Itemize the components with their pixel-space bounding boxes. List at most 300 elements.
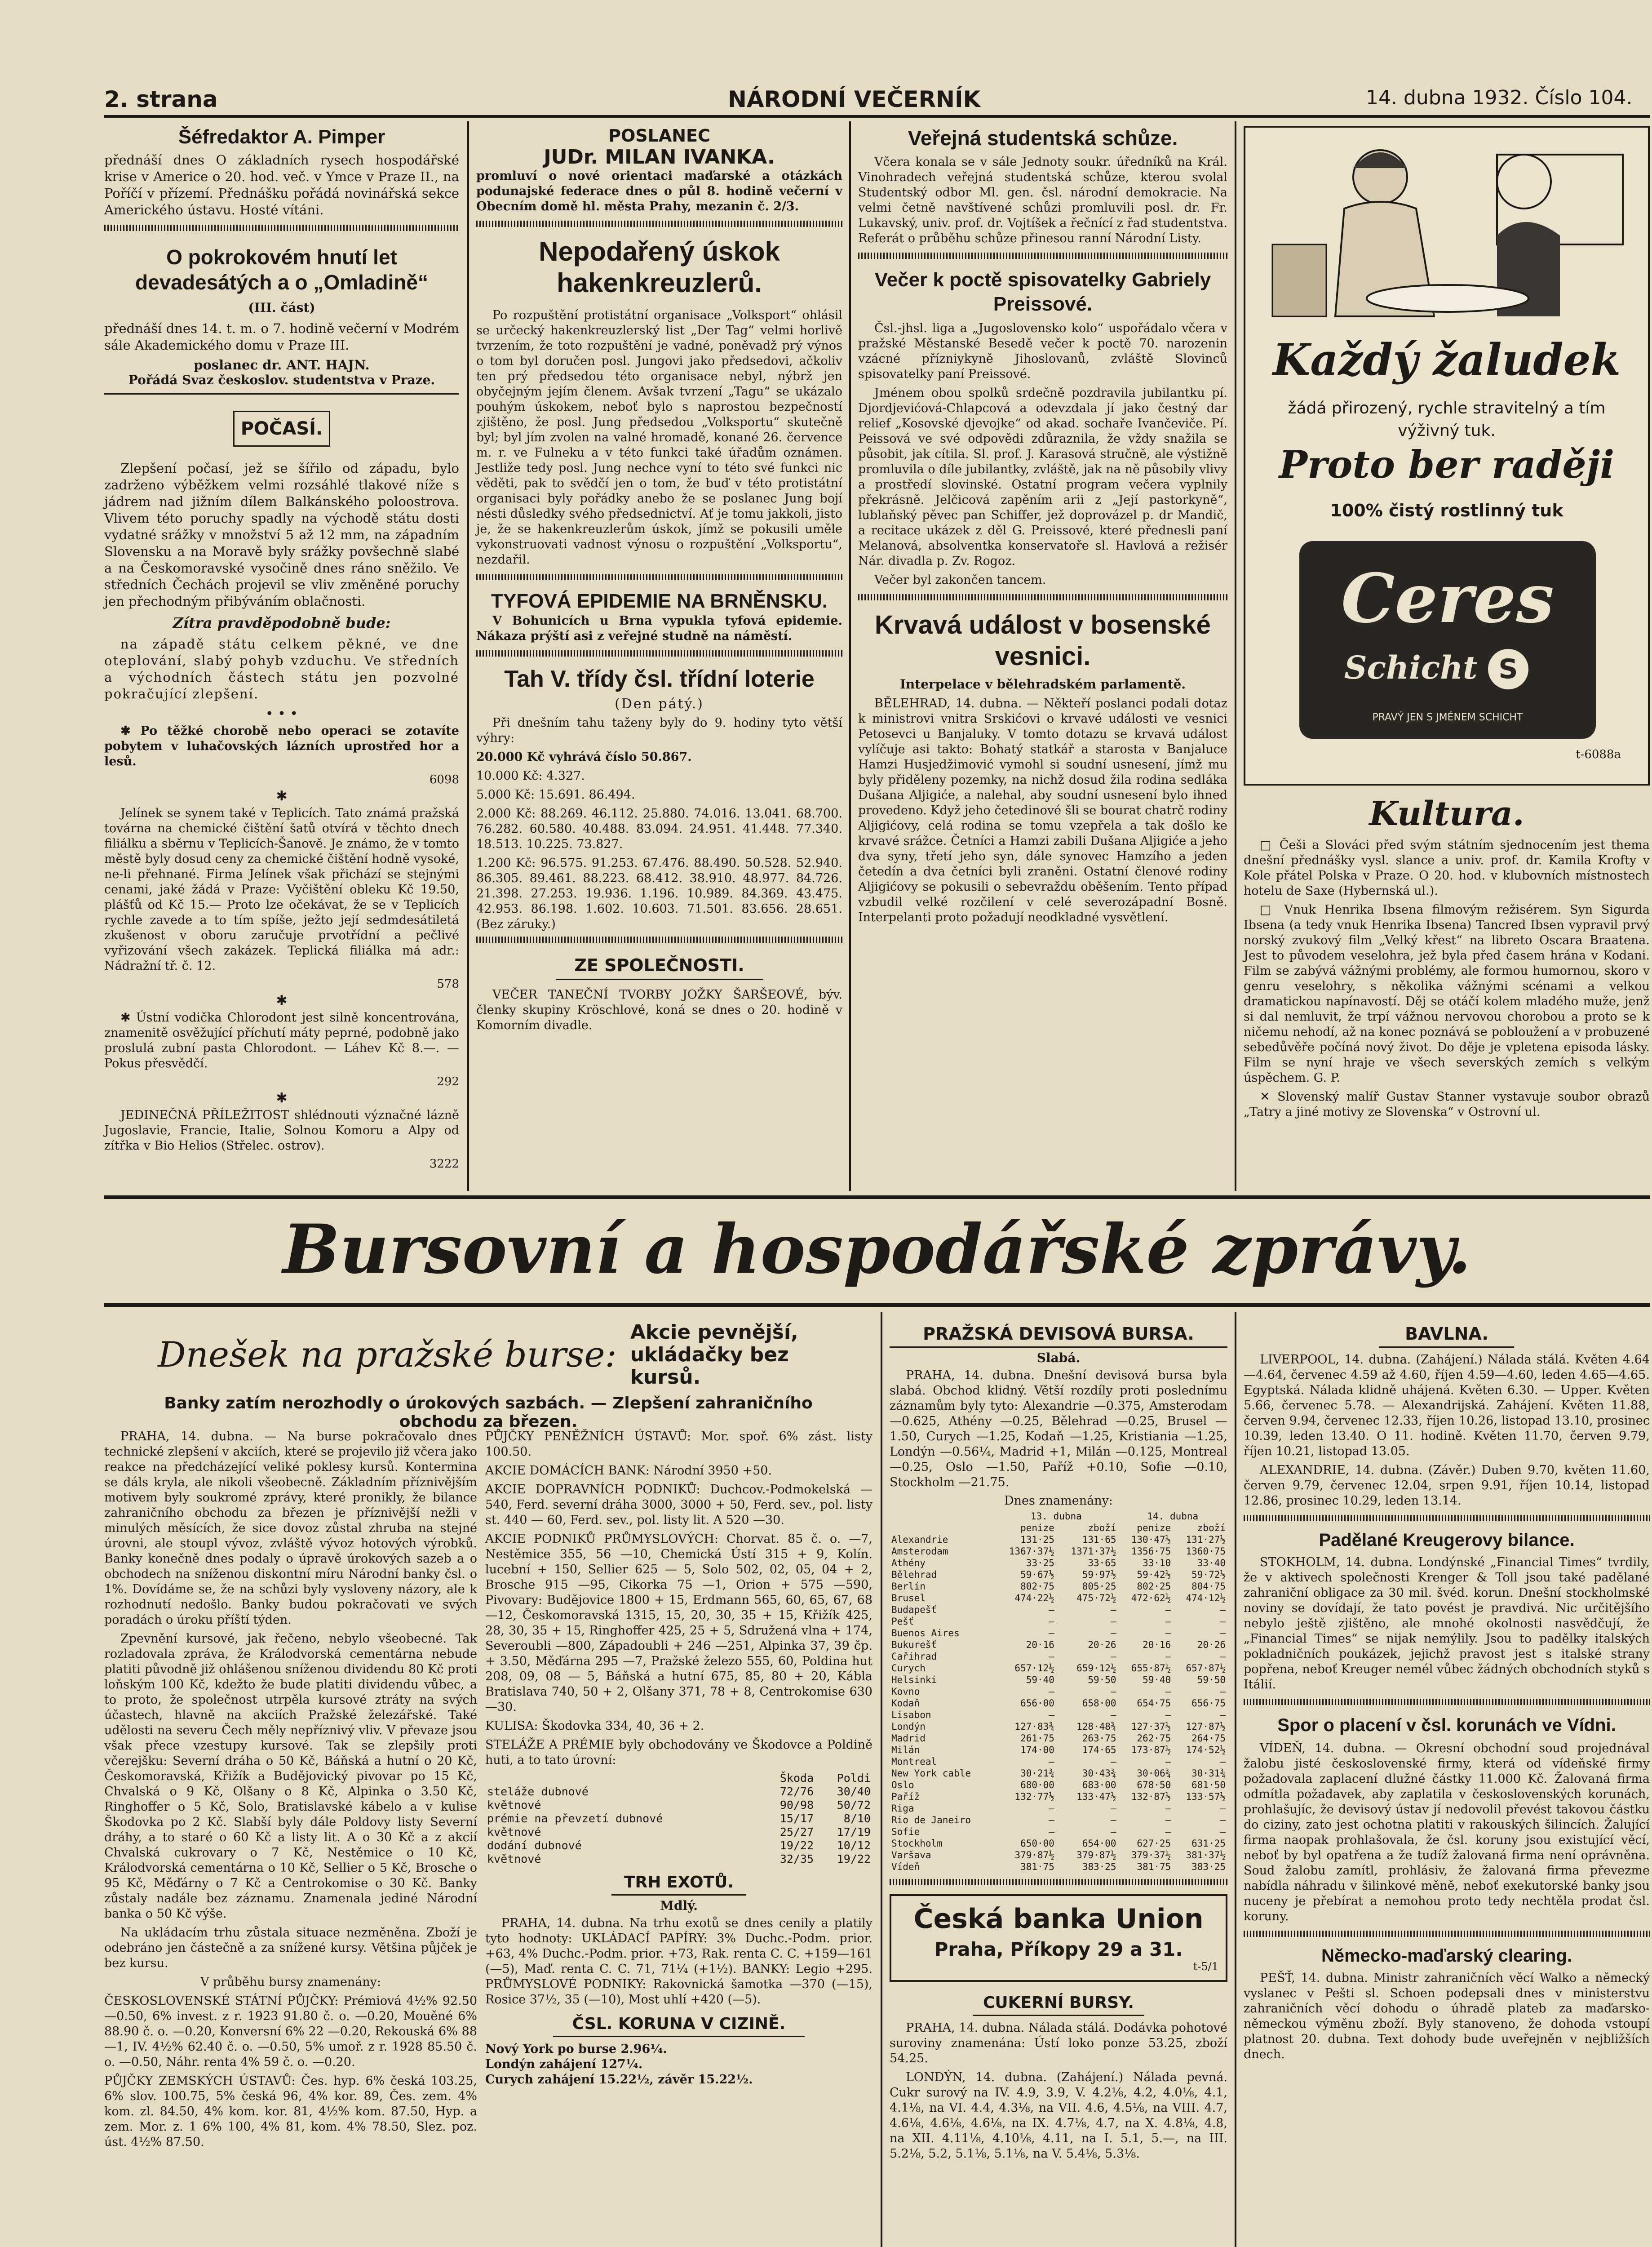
weather-text: Zlepšení počasí, jež se šířilo od západu, bylo zadrženo výběžkem velmi rozsáhlé tlakové níže s jádrem nad jižním dílem Balkánského poloostrova. Vlivem této poruchy spadly na východě státu dosti vydatné srážky v množství 5 až 12 mm, na západním Slovensku a na Moravě byly srážky povšechně slabé a na Českomoravské vysočině dnes ráno sněžilo. Ve středních Čechách projevil se vliv změněné poruchy jen přechodným přibýváním oblačnosti. xyxy=(104,461,459,609)
rate-cell: 33·40 xyxy=(1197,1558,1226,1568)
ad-chlorodont: ✱ Ústní vodička Chlorodont jest silně koncentrována, znamenitě osvěžující příchutí máty peprné, podobně jako proslulá zubní pasta Chlorodont. — Láhev Kč 8.—. — Pokus přesvědčí. xyxy=(104,1011,459,1070)
kreuzler-text: Po rozpuštění protistátní organisace „Volksport“ ohlásil se určecký hakenkreuzlerský list „Der Tag“ velmi horlivě tvrzením, že toto rozpuštění je vadné, poněvadž prý výnos o tom byl doručen posl. Jungovi jako předsedovi, ačkoliv ten prý předsedou této organisace nebyl, nýbrž jen obyčejným jejím členem. Avšak tvrzení „Tagu“ se ukázalo pouhým úskokem, neboť bylo s naprostou bezpečností zjištěno, že posl. Jung předsedou „Volksportu“ skutečně byl; byl jím zvolen na valné hromadě, konané 26. července m. r. ve Fulneku a v této funkci také úřadům oznámen. Jestliže tedy posl. Jung nechce vyní to této své funkci nic věděti, pak to svědčí jen o tom, že buď v této protistátní organisaci byly pořádky anebo že se poslanec Jung bojí nésti důsledky svého předsednictví. Ať je tomu jakkoli, jisto je, že se hakenkreuzlerům úskok, jímž se pokusili uměle vykonstruovati vadnost výnosu o rozpuštění „Volksportu“, nezdařil. xyxy=(476,308,842,567)
rate-cell: — xyxy=(1049,1628,1054,1639)
rate-cell: 59·72½ xyxy=(1191,1569,1226,1580)
cukr-text: PRAHA, 14. dubna. Nálada stálá. Dodávka pohotové suroviny znamenána: Ústí loko ponze 53.25, zboží 54.25. xyxy=(890,2021,1227,2065)
page-number: 2. strana xyxy=(104,86,218,112)
union-ad-name: Česká banka Union xyxy=(913,1903,1204,1935)
rate-cell: 474·12½ xyxy=(1186,1593,1226,1603)
weather-box-title: POČASÍ. xyxy=(233,411,330,447)
table-row xyxy=(890,1662,1227,1674)
rate-cell: 381·75 xyxy=(1020,1861,1054,1872)
rate-cell: 133·57½ xyxy=(1186,1791,1226,1802)
rate-cell: 379·87½ xyxy=(1076,1850,1116,1861)
ad-luhacovice: ✱ Po těžké chorobě nebo operaci se zotavíte pobytem v luhačovských lázních uprostřed hor a lesů. xyxy=(104,724,459,768)
rate-cell: — xyxy=(1110,1803,1116,1814)
currency-name-cell: Rio de Janeiro xyxy=(891,1815,971,1825)
rate-cell: 33·65 xyxy=(1088,1558,1116,1568)
currency-name-cell: Pešť xyxy=(891,1616,914,1627)
column-rule-b2 xyxy=(1235,1312,1236,2247)
rate-cell: — xyxy=(1220,1710,1226,1720)
burse-text-6: PŮJČKY ZEMSKÝCH ÚSTAVŮ: Čes. hyp. 6% česká 103.25, 6% slov. 100.75, 5% česká 96, 4% kor. 89, Čes. zem. 4% kom. zl. 84.50, 4% kom. kor. 81, 4½% kom. 87.50, Hyp. a zem. Mor. z. 1 6% 100, 4% 81, kom. 4% 78.50, Slez. poz. úst. 4½% 87.50. xyxy=(104,2074,477,2149)
table-row xyxy=(890,1686,1227,1697)
rate-cell: 805·25 xyxy=(1082,1581,1116,1592)
rate-cell: 20·16 xyxy=(1026,1639,1054,1650)
table-row xyxy=(890,1803,1227,1814)
rate-cell: — xyxy=(1165,1616,1171,1627)
rate-cell: — xyxy=(1165,1604,1171,1615)
rate-cell: 133·47½ xyxy=(1076,1791,1116,1802)
table-header-cell: zboží xyxy=(1088,1523,1116,1533)
table-header-row xyxy=(890,1510,1227,1522)
rate-cell: 1367·37½ xyxy=(1009,1546,1054,1557)
rate-cell: 130·47½ xyxy=(1131,1534,1171,1545)
table-row xyxy=(890,1697,1227,1709)
table-cell: steláže dubnové xyxy=(487,1785,589,1798)
table-row xyxy=(890,1581,1227,1592)
burse-text-3: Na ukládacím trhu zůstala situace nezměněna. Zboží je odebráno jen částečně a za snížené kursy. Většina půjček je bez kursu. xyxy=(104,1926,477,1970)
table-row xyxy=(485,1839,873,1852)
omladina-speaker: poslanec dr. ANT. HAJN. xyxy=(194,357,370,373)
rate-cell: 658·00 xyxy=(1082,1698,1116,1709)
exotu-title: TRH EXOTŮ. xyxy=(611,1870,746,1896)
burse-c2-text-1: PŮJČKY PENĚŽNÍCH ÚSTAVŮ: Mor. spoř. 6% zást. listy 100.50. xyxy=(485,1430,873,1459)
rate-cell: 802·75 xyxy=(1020,1581,1054,1592)
currency-name-cell: Oslo xyxy=(891,1780,914,1790)
rate-cell: 59·50 xyxy=(1197,1674,1226,1685)
burse-c2-text-2: AKCIE DOMÁCÍCH BANK: Národní 3950 +50. xyxy=(485,1464,772,1478)
kreuger-headline: Padělané Kreugerovy bilance. xyxy=(1319,1530,1575,1550)
ad-illustration xyxy=(1245,128,1648,325)
rate-cell: 383·25 xyxy=(1082,1861,1116,1872)
devisy-text: PRAHA, 14. dubna. Dnešní devisová bursa byla slabá. Obchod klidný. Větší rozdíly proti poslednímu záznamům byly tyto: Alexandrie —0.375, Amsterodam —0.625, Athény —0.25, Bělehrad —0.25, Brusel —1.50, Curych —1.25, Kodaň —1.25, Kristiania —1.25, Londýn —0.56¼, Madrid +1, Milán —0.125, Montreal —0.25, Oslo —1.50, Paříž +0.10, Sofie —0.10, Stockholm —21.75. xyxy=(890,1368,1227,1489)
table-cell: 19/22 xyxy=(779,1839,814,1852)
banner-rule-top xyxy=(104,1195,1650,1199)
rate-cell: — xyxy=(1110,1826,1116,1837)
rate-cell: — xyxy=(1049,1686,1054,1697)
table-cell: 8/10 xyxy=(843,1812,871,1825)
rate-cell: — xyxy=(1165,1815,1171,1825)
table-cell: 32/35 xyxy=(779,1852,814,1865)
rate-cell: — xyxy=(1049,1710,1054,1720)
devisy-column xyxy=(890,1321,1227,2165)
currency-name-cell: Vídeň xyxy=(891,1861,920,1872)
koruna-line-2: Londýn zahájení 127¼. xyxy=(485,2057,643,2071)
burse-text-5: ČESKOSLOVENSKÉ STÁTNÍ PŮJČKY: Prémiová 4½% 92.50 —0.50, 6% invest. z r. 1923 91.80 č. o. —0.20, Mouěné 6% 88.90 č. o. —0.20, Konversní 6% 22 —0.20, Rekouská 6% 88 —1, IV. 4½% 62.40 č. o. —0.50, 5% umoř. z r. 1928 85.50 č. o. —0.50, Náhr. renta 4% 59 č. o. —0.20. xyxy=(104,1994,477,2069)
kultura-headline: Kultura. xyxy=(1369,795,1524,833)
table-row xyxy=(485,1852,873,1866)
table-row xyxy=(890,1651,1227,1662)
rate-cell: 678·50 xyxy=(1137,1780,1171,1790)
separator-star: ✱ xyxy=(276,993,288,1008)
table-row xyxy=(485,1825,873,1839)
devisy-title: PRAŽSKÁ DEVISOVÁ BURSA. xyxy=(890,1321,1227,1348)
rate-cell: 173·87½ xyxy=(1131,1745,1171,1755)
burse-text-4: V průběhu bursy znamenány: xyxy=(200,1975,381,1989)
table-cell: květnové xyxy=(487,1852,541,1865)
rate-cell: 59·97½ xyxy=(1082,1569,1116,1580)
column-4 xyxy=(1244,126,1650,1124)
rate-cell: 59·40 xyxy=(1026,1674,1054,1685)
commodities-column xyxy=(1244,1321,1650,2066)
rate-cell: — xyxy=(1220,1815,1226,1825)
table-row xyxy=(890,1534,1227,1545)
lottery-line-3: 5.000 Kč: 15.691. 86.494. xyxy=(476,788,635,802)
premium-table xyxy=(485,1772,873,1866)
currency-name-cell: Kovno xyxy=(891,1686,920,1697)
schicht-logo-icon: S xyxy=(1488,649,1528,689)
ad-jelinek-code: 578 xyxy=(437,977,459,991)
table-header-row xyxy=(485,1772,873,1785)
lottery-line-2: 10.000 Kč: 4.327. xyxy=(476,769,585,783)
rate-cell: 131·65 xyxy=(1082,1534,1116,1545)
rate-cell: — xyxy=(1165,1651,1171,1662)
table-row xyxy=(890,1744,1227,1756)
ad-chlorodont-code: 292 xyxy=(437,1075,459,1088)
rate-cell: — xyxy=(1220,1604,1226,1615)
ivanka-name: JUDr. MILAN IVANKA. xyxy=(544,146,775,169)
separator-stars: • • • xyxy=(265,706,298,722)
krvava-text: BĚLEHRAD, 14. dubna. — Někteří poslanci podali dotaz k ministrovi vnitra Srskićovi o krvavé události ve vesnici Petosevci u Banjaluky. V tomto dotazu se krvavá událost vylíčuje asi takto: Bohatý statkář a starosta v Banjaluce Hamzi Husjedžimović vymohl si soudní usnesení, jímž mu byly přiděleny pozemky, na nichž dosud žila rodina sedláka Dušana Aljigiće, a nalehal, aby soudní usnesení bylo ihned provedeno. Když jeho četedinové šli se bourat chatrč rodiny Aljigićovy, celá rodina se tomu vzepřela a tak došlo ke krvavé srážce. Četníci a Hamzi zabili Dušana Aljigiće a jeho dva syny, třetí jeho syn, dále synovec Hamzího a jeden četedín a dva četníci byli zraněni. Ostatní členové rodiny Aljigićovy se pokusili o sebevraždu oběšením. Tento případ vzbudil velké rozčilení v celé severozápadní Bosně. Interpelanti proto požadují neodkladné vysvětlení. xyxy=(858,697,1227,924)
devisy-table-body xyxy=(890,1534,1227,1873)
rate-cell: — xyxy=(1220,1616,1226,1627)
table-cell: 15/17 xyxy=(779,1812,814,1825)
omladina-headline: O pokrokovém hnutí let devadesátých a o „Omladině“ xyxy=(135,245,428,294)
rate-cell: 656·00 xyxy=(1020,1698,1054,1709)
column-3 xyxy=(858,126,1227,929)
burse-headline-side: Akcie pevnější, ukládačky bez kursů. xyxy=(630,1321,798,1389)
ad-bio-helios-code: 3222 xyxy=(429,1157,459,1171)
rate-cell: — xyxy=(1049,1604,1054,1615)
table-row xyxy=(890,1756,1227,1767)
pimper-headline: Šéfredaktor A. Pimper xyxy=(178,126,385,148)
rate-cell: 659·12½ xyxy=(1076,1663,1116,1674)
rate-cell: — xyxy=(1049,1815,1054,1825)
ivanka-pre: POSLANEC xyxy=(608,126,710,146)
rate-cell: 33·10 xyxy=(1143,1558,1171,1568)
rate-cell: — xyxy=(1220,1756,1226,1767)
rate-cell: 1356·75 xyxy=(1131,1546,1171,1557)
currency-name-cell: Madrid xyxy=(891,1733,926,1744)
banner-title: Bursovní a hospodářské zprávy. xyxy=(283,1210,1471,1289)
schuze-headline: Veřejná studentská schůze. xyxy=(908,126,1178,150)
table-row xyxy=(890,1732,1227,1744)
tyfova-headline: TYFOVÁ EPIDEMIE NA BRNĚNSKU. xyxy=(491,590,828,612)
union-ad-address: Praha, Příkopy 29 a 31. xyxy=(934,1938,1183,1960)
devisy-table xyxy=(890,1510,1227,1873)
exotu-sub: Mdlý. xyxy=(660,1898,698,1913)
currency-name-cell: Varšava xyxy=(891,1850,931,1861)
rate-cell: 474·22½ xyxy=(1014,1593,1054,1603)
lottery-text: Při dnešním tahu taženy byly do 9. hodiny tyto větší výhry: xyxy=(476,716,842,745)
table-cell: květnové xyxy=(487,1825,541,1838)
rate-cell: — xyxy=(1110,1628,1116,1639)
rate-cell: 475·72½ xyxy=(1076,1593,1116,1603)
lottery-line-5: 1.200 Kč: 96.575. 91.253. 67.476. 88.490. 50.528. 52.940. 86.305. 89.461. 88.223. 68.412. 38.910. 48.977. 84.726. 21.398. 27.253. 19.936. 1.196. 10.989. 84.369. 43.475. 42.953. 86.198. 1.602. 10.603. 71.501. 83.656. 28.651. (Bez záruky.) xyxy=(476,856,842,931)
currency-name-cell: Alexandrie xyxy=(891,1534,948,1545)
hatch-divider xyxy=(476,221,842,227)
rate-cell: 262·75 xyxy=(1137,1733,1171,1744)
currency-name-cell: Kodaň xyxy=(891,1698,920,1709)
union-ad xyxy=(890,1894,1227,1982)
rate-cell: — xyxy=(1110,1604,1116,1615)
union-ad-code: t-5/1 xyxy=(1193,1960,1218,1973)
krvava-sub: Interpelace v bělehradském parlamentě. xyxy=(899,677,1186,692)
table-header-cell: zboží xyxy=(1197,1523,1226,1533)
table-cell: 50/72 xyxy=(837,1798,871,1812)
currency-name-cell: Stockholm xyxy=(891,1838,943,1849)
rate-cell: — xyxy=(1110,1616,1116,1627)
table-row xyxy=(890,1639,1227,1651)
ad-slogan-1: Každý žaludek xyxy=(1272,334,1621,385)
ad-note: PRAVÝ JEN S JMÉNEM SCHICHT xyxy=(1372,712,1523,723)
rate-cell: 261·75 xyxy=(1020,1733,1054,1744)
rate-cell: 680·00 xyxy=(1020,1780,1054,1790)
koruna-line-1: Nový York po burse 2.96¼. xyxy=(485,2042,667,2056)
bavlna-title: BAVLNA. xyxy=(1379,1321,1514,1348)
currency-name-cell: Amsterodam xyxy=(891,1546,948,1557)
lottery-headline: Tah V. třídy čsl. třídní loterie xyxy=(504,666,815,692)
ad-slogan-4: 100% čistý rostlinný tuk xyxy=(1330,501,1563,520)
currency-name-cell: Londýn xyxy=(891,1721,926,1732)
rate-cell: 654·00 xyxy=(1082,1838,1116,1849)
rate-cell: — xyxy=(1165,1826,1171,1837)
hatch-divider xyxy=(858,253,1227,259)
burse-text-1: PRAHA, 14. dubna. — Na burse pokračovalo dnes technické zlepšení v akciích, které se projevilo již včera jako reakce na předcházející veliké poklesy kursů. Kontermina se dáls kryla, ale nikoli všeobecně. Základním příznivějším motivem byly soukromé zprávy, které pronikly, že bilance zahraničního obchodu za březen je příznivější nežli v minulých měsících, že sice dovoz zůstal zhruba na stejné úrovni, ale stoupl vývoz, zvláště vývoz hotových výrobků. Banky konečně dnes podaly o úpravě úrokových sazeb a o obchodech na sníženou diskontní míru Národní banky čsl. o 1%. Dovídáme se, že na schůzi byly vysloveny názory, ale k rozhodnutí nedošlo. Banky budou pokračovati ve svých poradách o úroku příští týden. xyxy=(104,1430,477,1627)
rate-cell: 631·25 xyxy=(1191,1838,1226,1849)
rate-cell: 132·87½ xyxy=(1131,1791,1171,1802)
schuze-text: Včera konala se v sále Jednoty soukr. úředníků na Král. Vinohradech veřejná studentská schůze, kterou svolal Studentský odbor Ml. gen. čsl. národní demokracie. Na velmi četně navštívené schůzi promluvili posl. dr. Fr. Lukavský, univ. prof. dr. Vojtíšek a řečnící z řad studentstva. Referát o průběhu schůze přinesou ranní Národní Listy. xyxy=(858,155,1227,245)
koruna-line-3: Curych zahájení 15.22½, závěr 15.22½. xyxy=(485,2073,753,2087)
table-row xyxy=(890,1709,1227,1721)
kultura-text-2: □ Vnuk Henrika Ibsena filmovým režisérem. Syn Sigurda Ibsena (a tedy vnuk Henrika Ibsena) Tancred Ibsen vypravil prvý norský zvukový film „Velký křest“ na libreto Oscara Braatena. Jest to původem veselohra, jež byla před časem hrána v Kodani. Film se zabývá vážnými problémy, ale formou humornou, skoro v genru veselohry, s několika vážnými scénami a velkou dramatickou napínavostí. Děj se otáčí kolem mladého muže, jenž si dal nemluvit, že trpí vážnou nervovou chorobou a proto se k ničemu nehodí, až na konec poznává se pobloužení a v probuzené sebedůvěře počíná nový život. Do děje je vpletena episoda lásky. Film se nyní hraje ve všech severských zemích s velkým úspěchem. G. P. xyxy=(1244,903,1650,1085)
separator-star: ✱ xyxy=(276,788,288,804)
table-row xyxy=(485,1812,873,1825)
burse-column-2 xyxy=(485,1429,873,2087)
vecer-text: Čsl.-jhsl. liga a „Jugoslovensko kolo“ uspořádalo včera v pražské Městanské Besedě večer k poctě 70. narozenin vzácné přízniykyně Jihoslovanů, zvláště Slovinců spisovatelky paní Preissové. xyxy=(858,321,1227,381)
rate-cell: — xyxy=(1220,1651,1226,1662)
currency-name-cell: Riga xyxy=(891,1803,914,1814)
table-row xyxy=(890,1604,1227,1616)
vecer-headline: Večer k poctě spisovatelky Gabriely Preissové. xyxy=(874,269,1211,315)
vecer-text-2: Jménem obou spolků srdečně pozdravila jubilantku pí. Djordjevićová-Chlapcová a odevzdala jí jako čestný dar relief „Kosovské djevojke“ od akad. sochaře Ivančeviče. Pí. Peissová ve své odpovědi zdůraznila, že vždy snažila se působit, jak cítila. Sl. prof. J. Karasová stručně, ale výstižně promluvila o díle jubilantky, zvláště, jak na ně působily vlivy a prostředí slovinské. Ostatní program večera vyplnily překrásně. Jelčicová zapěním arii z „Její pastorkyně“, lublaňský pěvec pan Schiffer, jež doprovázel p. dr Mandič, a recitace ukázek z děl G. Preissové, které přednesli paní Melanová, absolventka konservatoře sl. Havlová a režisér Nár. divadla p. Zv. Rogoz. xyxy=(858,386,1227,568)
table-header-cell: penize xyxy=(1020,1523,1054,1533)
table-header-cell xyxy=(485,1772,758,1785)
rate-cell: — xyxy=(1049,1651,1054,1662)
rate-cell: 20·26 xyxy=(1088,1639,1116,1650)
table-row xyxy=(890,1592,1227,1604)
table-row xyxy=(485,1798,873,1812)
rate-cell: 30·21¾ xyxy=(1020,1768,1054,1779)
rate-cell: 33·25 xyxy=(1026,1558,1054,1568)
rate-cell: 381·37½ xyxy=(1186,1850,1226,1861)
hatch-divider xyxy=(104,225,459,231)
table-cell: 72/76 xyxy=(779,1785,814,1798)
devisy-sub: Slabá. xyxy=(1036,1350,1081,1365)
burse-subheadline: Banky zatím nerozhodly o úrokových sazbách. — Zlepšení zahraničního obchodu za březen. xyxy=(164,1394,813,1431)
rate-cell: 1360·75 xyxy=(1186,1546,1226,1557)
ad-slogan-2: žádá přirozený, rychle stravitelný a tím výživný tuk. xyxy=(1288,399,1606,440)
table-row xyxy=(890,1814,1227,1826)
rate-cell: 472·62½ xyxy=(1131,1593,1171,1603)
rate-cell: 132·77½ xyxy=(1014,1791,1054,1802)
ad-brand-2: Schicht xyxy=(1344,649,1478,686)
lottery-line-4: 2.000 Kč: 88.269. 46.112. 25.880. 74.016. 13.041. 68.700. 76.282. 60.580. 40.488. 83.094. 24.951. 41.448. 77.340. 18.513. 10.225. 73.827. xyxy=(476,807,842,851)
cukr-text-2: LONDÝN, 14. dubna. (Zahájení.) Nálada pevná. Cukr surový na IV. 4.9, 3.9, V. 4.2⅛, 4.2, 4.0⅛, 4.1, 4.1⅛, na VI. 4.4, 4.3⅛, na VII. 4.6, 4.5⅛, na VIII. 4.7, 4.6⅛, 4.6⅛, 4.6⅛, na IX. 4.7⅛, 4.7, na X. 4.8⅛, 4.8, na XII. 4.11⅛, 4.10⅛, 4.11, na I. 5.1, 5.—, na III. 5.2⅛, 5.2, 5.1⅛, 5.1⅛, na V. 5.4⅛, 5.3⅛. xyxy=(890,2070,1227,2161)
hatch-divider xyxy=(1244,1515,1650,1521)
rate-cell: 379·37½ xyxy=(1131,1850,1171,1861)
ad-slogan-3: Proto ber raději xyxy=(1279,442,1615,487)
burse-text-2: Zpevnění kursové, jak řečeno, nebylo všeobecné. Tak rozladovala zpráva, že Králodvorská cementárna nebude platiti původně již ohlášenou sníženou dividendu 80 Kč proti loňským 100 Kč, kdežto že bude platiti dividendu vůbec, a to proto, že společnost utrpěla kursové ztráty na svých účastech, hlavně na akciích Pražské železářské. Také udělosti na severu Čech měly nepříznivý vliv. V převaze jsou však přece vzestupy kursové. Tak se zlepšily proti včerejšku: Severní dráha o 50 Kč, Báňská a hutní o 20 Kč, Českomoravská, Křižík a Budějovický pivovar po 15 Kč, Chvalská o 9 Kč, Olšany o 8 Kč, Alpinka o 3.50 Kč, Ringhoffer o 5 Kč, Solo, Bratislavské kábelo a v kulise Škodovka po 2 Kč. Slabší byly dále Poldovy listy Severní dráhy, a to staré o 60 Kč a listy lit. A o 30 Kč a z akcií Chvalská cukrovary o 7 Kč, Nestěmice o 10 Kč, Králodvorská cementárna o 10 Kč, Sellier o 5 Kč, Brosche o 95 Kč, Měďárny o 7 Kč a Centrokomise o 30 Kč. Banky zůstaly nadále bez záznamu. Znamenala jediné Národní banka o 50 Kč výše. xyxy=(104,1632,477,1921)
banner-rule-bottom xyxy=(104,1303,1650,1307)
currency-name-cell: Helsinki xyxy=(891,1674,937,1685)
kreuzler-headline: Nepodařený úskok hakenkreuzlerů. xyxy=(539,236,780,298)
rate-cell: — xyxy=(1220,1803,1226,1814)
rate-cell: — xyxy=(1220,1628,1226,1639)
table-row xyxy=(890,1545,1227,1557)
omladina-organizer: Pořádá Svaz českoslov. studentstva v Praze. xyxy=(128,373,435,387)
table-row xyxy=(890,1569,1227,1581)
currency-name-cell: New York cable xyxy=(891,1768,971,1779)
currency-name-cell: Bukurešť xyxy=(891,1639,937,1650)
rate-cell: 654·75 xyxy=(1137,1698,1171,1709)
rate-cell: 59·67½ xyxy=(1020,1569,1054,1580)
rate-cell: 804·75 xyxy=(1191,1581,1226,1592)
table-row xyxy=(890,1861,1227,1873)
kreuger-text: STOKHOLM, 14. dubna. Londýnské „Financial Times“ tvrdily, že v aktivech společnosti Krenger & Toll jsou také padělané zahraniční obligace za 30 mil. švéd. korun. Dnešní stockholmské noviny se dovídají, že tato povést je pravdivá. Nic určitějšího nebylo ještě zjištěno, ale mnohé okolnosti nasvědčují, že „Financial Times“ se nijak nemýlily. Jsou to padělky italských pokladničních poukázek, jejichž pravost jest s italské strany popřena, neboť Kreuger nemél vůbec žádných obchodních styků s Itálií. xyxy=(1244,1555,1650,1692)
clearing-text: PEŠŤ, 14. dubna. Ministr zahraničních věcí Walko a německý vyslanec v Pešti sl. Schoen podepsali dnes v ministerstvu zahraničních věcí dohodu o úhradě plateb za maďarsko-německou výměnu zboží. Byly stanoveno, že dohoda vstoupí platnost 20. dubna. Text dohody bude uveřejněn v nejbližších dnech. xyxy=(1244,1971,1650,2061)
omladina-part: (III. část) xyxy=(248,300,315,315)
rate-cell: 174·52½ xyxy=(1186,1745,1226,1755)
rate-cell: 128·48¾ xyxy=(1076,1721,1116,1732)
ad-brand: Ceres xyxy=(1341,559,1554,638)
spolecnosti-title: ZE SPOLEČNOSTI. xyxy=(556,952,763,980)
spolecnosti-text: VEČER TANEČNÍ TVORBY JOŽKY ŠARŠEOVÉ, býv. členky skupiny Kröschlové, koná se dnes o 20. hodině v Komorním divadle. xyxy=(476,988,842,1032)
table-row xyxy=(890,1627,1227,1639)
rate-cell: 20·26 xyxy=(1197,1639,1226,1650)
currency-name-cell: Berlín xyxy=(891,1581,926,1592)
masthead-rule xyxy=(104,115,1650,118)
ivanka-text: promluví o nové orientaci maďarské a otázkách podunajské federace dnes o půl 8. hodině večerní v Obecním domě hl. města Prahy, mezanin č. 2/3. xyxy=(476,169,842,213)
rate-cell: 627·25 xyxy=(1137,1838,1171,1849)
bavlna-text-1: LIVERPOOL, 14. dubna. (Zahájení.) Nálada stálá. Květen 4.64—4.64, červenec 4.59 až 4.60, říjen 4.59—4.60, leden 4.65—4.65. Egyptská. Nálada klidně uhájená. Květen 6.30. — Upper. Květen 5.66, červenec 5.78. — Alexandrijská. Zahájení. Květen 11.88, červen 9.94, červenec 12.33, říjen 10.26, listopad 13.10, prosinec 10.39, leden 13.40. O 11. hodině. Květen 11.70, červen 9.79, říjen 10.21, listopad 13.05. xyxy=(1244,1353,1650,1458)
bavlna-text-2: ALEXANDRIE, 14. dubna. (Závěr.) Duben 9.70, květen 11.60, červen 9.79, červenec 12.04, srpen 9.91, říjen 10.14, listopad 12.86, prosinec 10.29, leden 13.14. xyxy=(1244,1463,1650,1508)
rate-cell: 127·37½ xyxy=(1131,1721,1171,1732)
lottery-line-1: 20.000 Kč vyhrává číslo 50.867. xyxy=(476,750,692,764)
devisy-table-title: Dnes znamenány: xyxy=(1004,1494,1113,1508)
table-header-cell: penize xyxy=(1137,1523,1171,1533)
rate-cell: 131·27½ xyxy=(1186,1534,1226,1545)
rate-cell: — xyxy=(1049,1803,1054,1814)
rate-cell: 174·00 xyxy=(1020,1745,1054,1755)
hatch-divider xyxy=(1244,1699,1650,1705)
column-2 xyxy=(476,126,842,1037)
rate-cell: — xyxy=(1049,1756,1054,1767)
spor-headline: Spor o placení v čsl. korunách ve Vídni. xyxy=(1277,1715,1616,1735)
rate-cell: 127·87½ xyxy=(1186,1721,1226,1732)
rate-cell: — xyxy=(1165,1628,1171,1639)
rate-cell: — xyxy=(1110,1815,1116,1825)
table-row xyxy=(890,1791,1227,1803)
rate-cell: — xyxy=(1110,1651,1116,1662)
kultura-text-3: ✕ Slovenský malíř Gustav Stanner vystavuje soubor obrazů „Tatry a jiné motivy ze Slovenska“ v Ostrovní ul. xyxy=(1244,1090,1650,1119)
rate-cell: 1371·37½ xyxy=(1071,1546,1116,1557)
currency-name-cell: Athény xyxy=(891,1558,926,1568)
exotu-text: PRAHA, 14. dubna. Na trhu exotů se dnes cenily a platily tyto hodnoty: UKLÁDACÍ PAPÍRY: 3% Duchc.-Podm. prior. +63, 4% Duchc.-Podm. prior. +73, Rak. renta C. C. +159—161 (—5), Maď. renta C. C. 71, 71¼ (+1½). BANKY: Legio +295. PRŮMYSLOVÉ PODNIKY: Rakovnická šamotka —370 (—15), Rosice 37½, 35 (—10), Most uhlí +420 (—5). xyxy=(485,1916,873,2007)
rate-cell: 681·50 xyxy=(1191,1780,1226,1790)
rate-cell: 683·00 xyxy=(1082,1780,1116,1790)
table-row xyxy=(485,1785,873,1798)
rate-cell: 30·06¾ xyxy=(1137,1768,1171,1779)
rate-cell: 30·43¾ xyxy=(1082,1768,1116,1779)
rate-cell: — xyxy=(1110,1756,1116,1767)
rate-cell: 59·50 xyxy=(1088,1674,1116,1685)
hatch-divider xyxy=(476,650,842,657)
table-header-cell: Poldi xyxy=(837,1772,871,1785)
rate-cell: 381·75 xyxy=(1137,1861,1171,1872)
rate-cell: 59·40 xyxy=(1143,1674,1171,1685)
table-row xyxy=(890,1616,1227,1627)
ad-code: t-6088a xyxy=(1576,748,1621,761)
currency-name-cell: Bělehrad xyxy=(891,1569,937,1580)
table-row xyxy=(890,1767,1227,1779)
column-rule-1 xyxy=(467,121,469,1191)
rate-cell: 802·25 xyxy=(1137,1581,1171,1592)
table-cell: 19/22 xyxy=(837,1852,871,1865)
rate-cell: — xyxy=(1110,1686,1116,1697)
newspaper-title: NÁRODNÍ VEČERNÍK xyxy=(728,86,981,112)
table-header-cell: Škoda xyxy=(779,1772,814,1785)
rate-cell: 379·87½ xyxy=(1014,1850,1054,1861)
rate-cell: 127·83¾ xyxy=(1014,1721,1054,1732)
table-cell: 10/12 xyxy=(837,1839,871,1852)
issue-date: 14. dubna 1932. Číslo 104. xyxy=(1366,86,1633,109)
rate-cell: 657·12½ xyxy=(1014,1663,1054,1674)
currency-name-cell: Cařihrad xyxy=(891,1651,937,1662)
currency-name-cell: Paříž xyxy=(891,1791,920,1802)
ceres-can xyxy=(1299,541,1596,739)
omladina-text: přednáší dnes 14. t. m. o 7. hodině večerní v Modrém sále Akademického domu v Praze III. xyxy=(104,321,459,353)
spor-text: VÍDEŇ, 14. dubna. — Okresní obchodní soud projednával žalobu jisté československé firmy, která od vídeňské firmy požadovala zaplacení dlužné částky 11.000 Kč. Žalovaná firma odmítla požadavek, aby zaplatila v československých korunách, prohlašujíc, že devisový ústav jí nedovolil převést takovou částku do ciziny, zato jest ochotna platiti v rakouských šilincích. Žalující firma naopak prohlašovala, že čsl. koruny jsou existující věcí, neboť by byl opatřena a že tudíž žalovaná firma není oprávněna. Soud žalobu zamítl, prohlásiv, že žalovaná firma převezme nabídla náhradu v šilinkové měně, neboť exekutorské banky jsou nuceny je přebírat a nemohou proto tedy nechtěla prodat čsl. koruny. xyxy=(1244,1741,1650,1923)
ad-jelinek: Jelínek se synem také v Teplicích. Tato známá pražská továrna na chemické čištění šatů otvírá v těchto dnech filiálku a sběrnu v Teplicích-Šanově. Je známo, že v tomto městě byly dosud ceny za chemické čištění hodně vysoké, ne-li přehnané. Firma Jelínek však přichází se stejnými cenami, jaké žádá v Praze: Vyčištění obleku Kč 19.50, plášťů od Kč 15.— Proto lze očekávat, že se v Teplicích rychle zavede a to tím spíše, ježto její sedmdesátiletá zkušenost v oboru zaručuje prvotřídní a pečlivé vyřizování všech zakázek. Teplická filiálka má adr.: Nádražní tř. č. 12. xyxy=(104,806,459,973)
table-row xyxy=(890,1849,1227,1861)
table-cell: 25/27 xyxy=(779,1825,814,1838)
burse-column-1 xyxy=(104,1429,477,2154)
vecer-end: Večer byl zakončen tancem. xyxy=(874,573,1046,587)
tomorrow-heading: Zítra pravděpodobně bude: xyxy=(173,614,391,631)
section-rule xyxy=(104,393,459,395)
table-cell: 17/19 xyxy=(837,1825,871,1838)
rate-cell: — xyxy=(1165,1710,1171,1720)
cukr-title: CUKERNÍ BURSY. xyxy=(973,1991,1144,2016)
rate-cell: 655·87½ xyxy=(1131,1663,1171,1674)
koruna-title: ČSL. KORUNA V CIZINĚ. xyxy=(553,2012,805,2037)
rate-cell: — xyxy=(1220,1686,1226,1697)
column-rule-3 xyxy=(1235,121,1236,1191)
tomorrow-text: na západě státu celkem pěkné, ve dne oteplování, slabý pohyb vzduchu. Ve středních a východních částech státu jen pozvolné pokračující zlepšení. xyxy=(104,636,459,702)
rate-cell: 131·25 xyxy=(1020,1534,1054,1545)
burse-c2-text-5: KULISA: Škodovka 334, 40, 36 + 2. xyxy=(485,1719,704,1733)
ceres-ad xyxy=(1244,126,1650,786)
burse-headline: Dnešek na pražské burse: xyxy=(158,1335,617,1375)
rate-cell: — xyxy=(1220,1826,1226,1837)
rate-cell: 263·75 xyxy=(1082,1733,1116,1744)
burse-c2-text-6: STELÁŽE A PRÉMIE byly obchodovány ve Škodovce a Poldině huti, a to tato úrovní: xyxy=(485,1738,873,1767)
table-row xyxy=(890,1779,1227,1791)
rate-cell: — xyxy=(1165,1803,1171,1814)
currency-name-cell: Sofie xyxy=(891,1826,920,1837)
currency-name-cell: Curych xyxy=(891,1663,926,1674)
